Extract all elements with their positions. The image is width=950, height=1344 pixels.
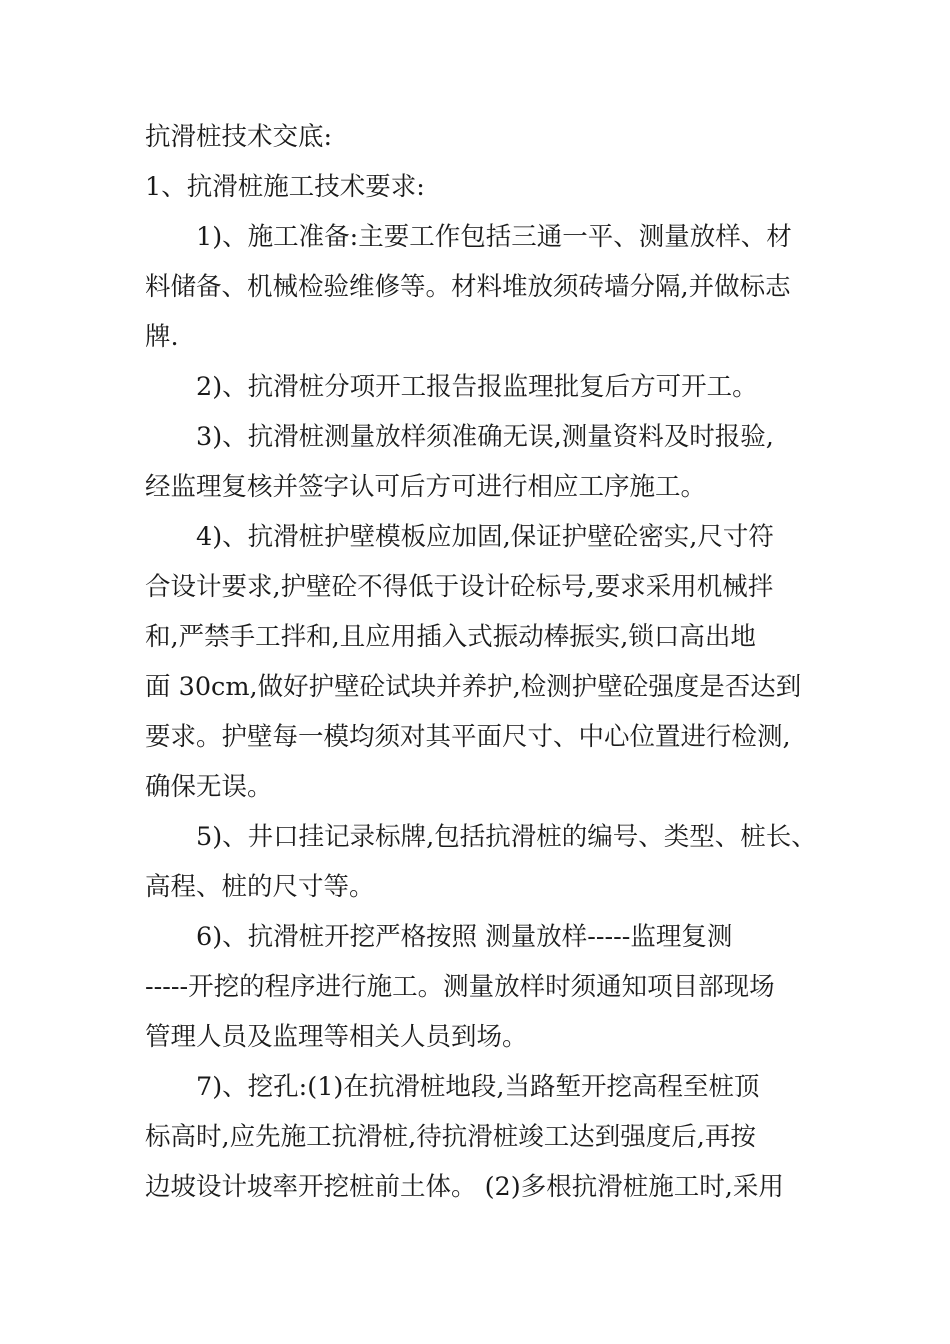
item-7 bbox=[145, 1062, 825, 1212]
paragraph-line: 高程、桩的尺寸等。 bbox=[145, 872, 375, 902]
paragraph-line: 确保无误。 bbox=[145, 772, 273, 802]
paragraph-line: 要求。护壁每一模均须对其平面尺寸、中心位置进行检测, bbox=[145, 722, 791, 752]
item-6 bbox=[145, 912, 825, 1062]
paragraph-line: 经监理复核并签字认可后方可进行相应工序施工。 bbox=[145, 472, 707, 502]
paragraph-line: 和,严禁手工拌和,且应用插入式振动棒振实,锁口高出地 bbox=[145, 622, 756, 652]
paragraph-line: 边坡设计坡率开挖桩前土体。 (2)多根抗滑桩施工时,采用 bbox=[145, 1172, 784, 1202]
paragraph-line: 面 30cm,做好护壁砼试块并养护,检测护壁砼强度是否达到 bbox=[145, 672, 802, 702]
paragraph-line: 1)、施工准备:主要工作包括三通一平、测量放样、材 bbox=[196, 222, 792, 252]
paragraph-line: 料储备、机械检验维修等。材料堆放须砖墙分隔,并做标志 bbox=[145, 272, 791, 302]
document-body bbox=[145, 112, 825, 1212]
paragraph-line: 管理人员及监理等相关人员到场。 bbox=[145, 1022, 528, 1052]
paragraph-line: 合设计要求,护壁砼不得低于设计砼标号,要求采用机械拌 bbox=[145, 572, 774, 602]
paragraph-line: 2)、抗滑桩分项开工报告报监理批复后方可开工。 bbox=[196, 372, 758, 402]
paragraph-line: 标高时,应先施工抗滑桩,待抗滑桩竣工达到强度后,再按 bbox=[145, 1122, 756, 1152]
item-1 bbox=[145, 212, 825, 362]
paragraph-line: 5)、井口挂记录标牌,包括抗滑桩的编号、类型、桩长、 bbox=[196, 822, 817, 852]
paragraph-line: 6)、抗滑桩开挖严格按照 测量放样-----监理复测 bbox=[196, 922, 733, 952]
paragraph-line: 3)、抗滑桩测量放样须准确无误,测量资料及时报验, bbox=[196, 422, 774, 452]
paragraph-line: -----开挖的程序进行施工。测量放样时须通知项目部现场 bbox=[145, 972, 775, 1002]
paragraph-line: 牌. bbox=[145, 322, 179, 352]
item-5 bbox=[145, 812, 825, 912]
section-heading: 1、抗滑桩施工技术要求: bbox=[145, 172, 425, 202]
item-3 bbox=[145, 412, 825, 512]
item-2 bbox=[145, 362, 825, 412]
paragraph-line: 7)、挖孔:(1)在抗滑桩地段,当路堑开挖高程至桩顶 bbox=[196, 1072, 760, 1102]
item-4 bbox=[145, 512, 825, 812]
document-title: 抗滑桩技术交底: bbox=[145, 122, 333, 152]
paragraph-line: 4)、抗滑桩护壁模板应加固,保证护壁砼密实,尺寸符 bbox=[196, 522, 774, 552]
